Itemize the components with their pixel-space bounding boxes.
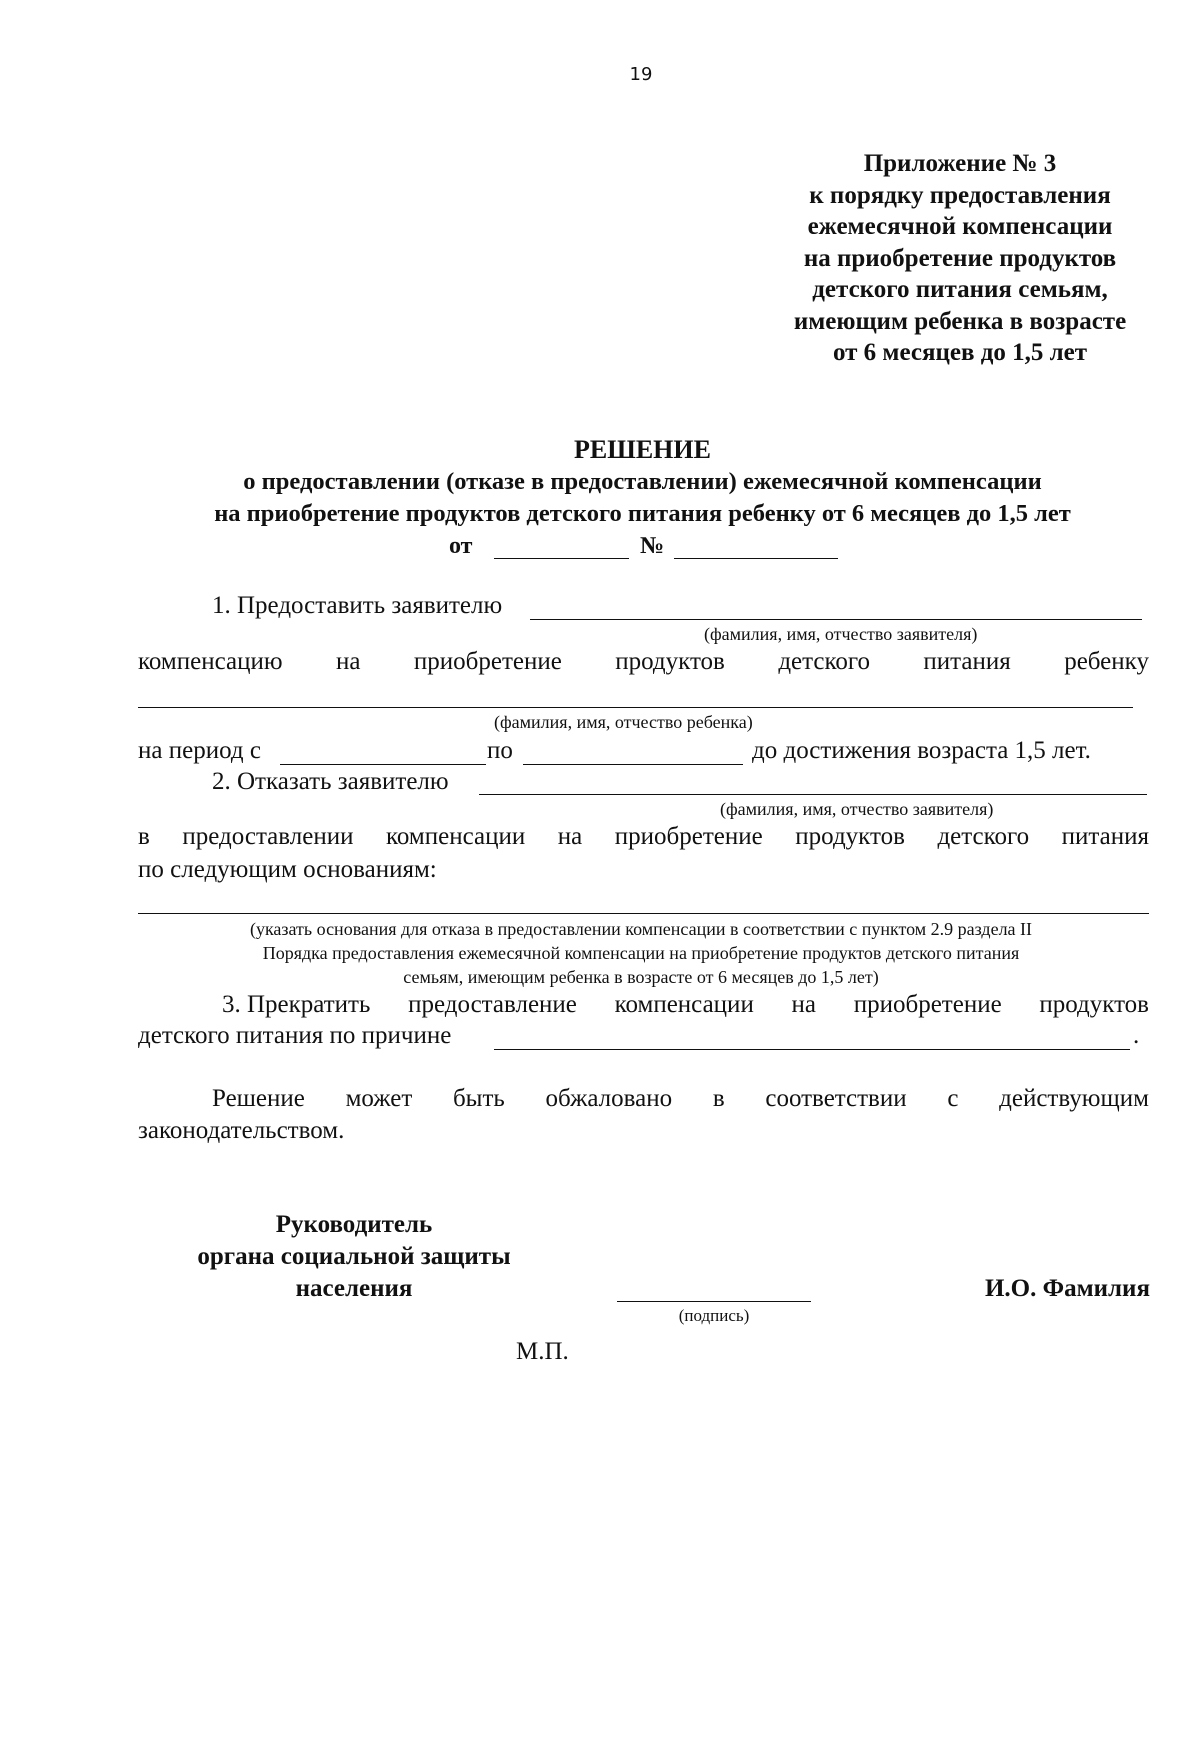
item3-end: . (1133, 1022, 1140, 1049)
item3-text-line (222, 991, 1149, 1019)
annex-line: имеющим ребенка в возрасте (793, 307, 1127, 335)
word: Решение (212, 1085, 305, 1112)
item2-text-2: по следующим основаниям: (138, 856, 437, 883)
from-label: от (449, 533, 473, 559)
word: 3. Прекратить (222, 991, 371, 1018)
word: компенсацию (138, 648, 283, 675)
period-to-label: по (487, 737, 513, 764)
word: продуктов (1039, 991, 1149, 1018)
word: соответствии (765, 1085, 907, 1112)
word: на (791, 991, 817, 1018)
number-label: № (640, 533, 665, 559)
word: компенсации (614, 991, 754, 1018)
word: в (138, 823, 150, 850)
refused-applicant-field[interactable] (479, 794, 1147, 795)
word: обжаловано (545, 1085, 673, 1112)
number-field[interactable] (674, 558, 838, 559)
date-field[interactable] (494, 558, 629, 559)
period-end-field[interactable] (523, 764, 743, 765)
page-number: 19 (629, 64, 653, 85)
signature-caption: (подпись) (678, 1306, 750, 1325)
annex-line: ежемесячной компенсации (807, 213, 1113, 240)
word: предоставлении (182, 823, 354, 850)
decision-subtitle: на приобретение продуктов детского питания ребенку от 6 месяцев до 1,5 лет (214, 500, 1071, 527)
word: быть (452, 1085, 505, 1112)
item1-label: 1. Предоставить заявителю (212, 592, 503, 619)
reason-field[interactable] (494, 1049, 1130, 1050)
item1-text-line (138, 648, 1149, 676)
refused-applicant-caption: (фамилия, имя, отчество заявителя) (720, 799, 994, 819)
period-label: на период с (138, 737, 261, 764)
applicant-caption: (фамилия, имя, отчество заявителя) (704, 624, 978, 644)
item2-label: 2. Отказать заявителю (212, 768, 449, 795)
word: питания (923, 648, 1011, 675)
annex-line: на приобретение продуктов (803, 244, 1117, 272)
position-line: населения (295, 1275, 413, 1302)
appeal-text-2: законодательством. (138, 1117, 345, 1144)
word: может (345, 1085, 413, 1112)
word: продуктов (615, 648, 725, 675)
word: с (947, 1085, 959, 1112)
item2-text-line (138, 823, 1149, 851)
decision-title: РЕШЕНИЕ (574, 435, 711, 464)
child-caption: (фамилия, имя, отчество ребенка) (494, 712, 753, 732)
word: ребенку (1064, 648, 1149, 675)
item3-text-2: детского питания по причине (138, 1022, 452, 1049)
until-label: до достижения возраста 1,5 лет. (752, 737, 1091, 764)
appeal-text-line (212, 1085, 1149, 1113)
signature-field[interactable] (617, 1301, 811, 1302)
position-line: Руководитель (275, 1211, 433, 1238)
word: действующим (999, 1085, 1149, 1112)
annex-line: к порядку предоставления (809, 181, 1111, 209)
decision-subtitle: о предоставлении (отказе в предоставлении) ежемесячной компенсации (243, 468, 1042, 495)
word: приобретение (853, 991, 1002, 1018)
period-start-field[interactable] (280, 764, 486, 765)
seal-mark: М.П. (516, 1338, 569, 1365)
word: на (335, 648, 361, 675)
position-line: органа социальной защиты (197, 1243, 511, 1270)
signatory-name: И.О. Фамилия (984, 1275, 1150, 1302)
word: детского (937, 823, 1030, 850)
annex-line: от 6 месяцев до 1,5 лет (832, 339, 1088, 366)
grounds-field[interactable] (138, 913, 1149, 914)
word: в (712, 1085, 725, 1112)
word: продуктов (795, 823, 905, 850)
word: предоставление (408, 991, 577, 1018)
word: питания (1061, 823, 1149, 850)
word: детского (778, 648, 870, 675)
grounds-caption: Порядка предоставления ежемесячной компенсации на приобретение продуктов детского питания (262, 943, 1020, 963)
word: приобретение (614, 823, 763, 850)
grounds-caption: семьям, имеющим ребенка в возрасте от 6 месяцев до 1,5 лет) (403, 967, 879, 987)
grounds-caption: (указать основания для отказа в предоставлении компенсации в соответствии с пунктом 2.9 раздела II (249, 919, 1033, 939)
word: компенсации (386, 823, 526, 850)
annex-line: детского питания семьям, (812, 276, 1108, 303)
word: приобретение (413, 648, 562, 675)
applicant-field[interactable] (530, 619, 1142, 620)
annex-line: Приложение № 3 (863, 150, 1057, 177)
annex-header (680, 148, 1200, 369)
word: на (557, 823, 583, 850)
child-field[interactable] (138, 707, 1133, 708)
